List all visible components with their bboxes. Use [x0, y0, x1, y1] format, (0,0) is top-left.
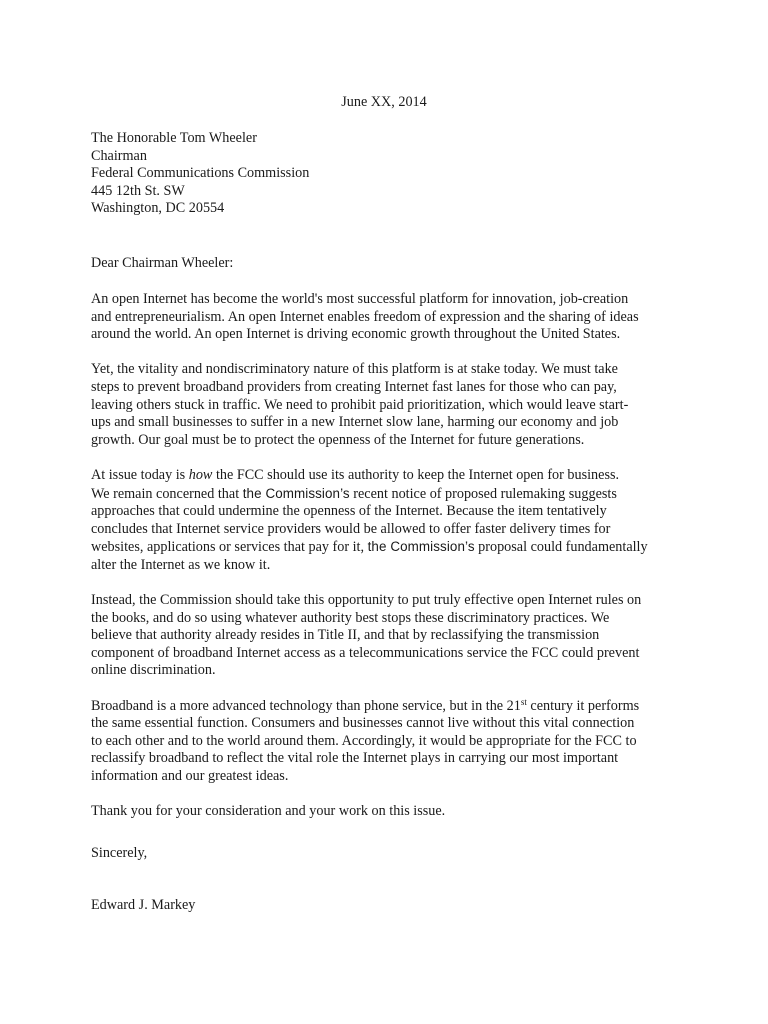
p4-line: component of broadband Internet access as a telecommunications service the FCC could prevent [91, 644, 640, 661]
p3-commission-phrase: the Commission’s [367, 539, 475, 555]
recipient-street: 445 12th St. SW [91, 182, 185, 199]
p3-line [91, 485, 691, 504]
p4-line: the books, and do so using whatever authority best stops these discriminatory practices. We [91, 609, 610, 626]
p1-line: around the world. An open Internet is driving economic growth throughout the United States. [91, 326, 621, 343]
p3-line: approaches that could undermine the openness of the Internet. Because the item tentatively [91, 503, 607, 520]
p3-text: recent notice of proposed rulemaking suggests [349, 485, 617, 502]
p3-text: We remain concerned that [91, 485, 243, 502]
p2-line: leaving others stuck in traffic. We need to prohibit paid prioritization, which would leave start- [91, 396, 629, 413]
p4-line: believe that authority already resides in Title II, and that by reclassifying the transmission [91, 627, 600, 644]
recipient-title: Chairman [91, 147, 147, 164]
p2-line: Yet, the vitality and nondiscriminatory nature of this platform is at stake today. We must take [91, 361, 618, 378]
p3-line [91, 467, 691, 485]
p2-line: ups and small businesses to suffer in a new Internet slow lane, harming our economy and job [91, 414, 619, 431]
p4-line: online discrimination. [91, 662, 216, 679]
p5-line: the same essential function. Consumers and businesses cannot live without this vital connection [91, 715, 635, 732]
signer-name: Edward J. Markey [91, 897, 196, 913]
paragraph-1 [91, 291, 691, 344]
paragraph-5 [91, 698, 691, 786]
p2-line: steps to prevent broadband providers from creating Internet fast lanes for those who can pay, [91, 378, 617, 395]
recipient-name: The Honorable Tom Wheeler [91, 130, 257, 146]
p3-text: At issue today is [91, 466, 189, 483]
p5-line: information and our greatest ideas. [91, 768, 289, 785]
p5-line [91, 698, 691, 716]
paragraph-4 [91, 592, 691, 680]
letter-body [91, 291, 691, 838]
recipient-city: Washington, DC 20554 [91, 200, 225, 217]
p3-line [91, 538, 691, 557]
recipient-organization: Federal Communications Commission [91, 165, 310, 182]
p3-emphasis-how: how [188, 466, 213, 483]
p5-line: to each other and to the world around them. Accordingly, it would be appropriate for the FCC to [91, 732, 637, 749]
paragraph-6 [91, 803, 691, 821]
p1-line: and entrepreneurialism. An open Internet enables freedom of expression and the sharing of ideas [91, 308, 639, 325]
p3-text: the FCC should use its authority to keep the Internet open for business. [212, 466, 620, 483]
p3-line: concludes that Internet service providers would be allowed to offer faster delivery times for [91, 520, 611, 537]
p5-text: Broadband is a more advanced technology than phone service, but in the 21 [91, 697, 521, 714]
p4-line: Instead, the Commission should take this opportunity to put truly effective open Internet rules on [91, 592, 642, 609]
p1-line: An open Internet has become the world's most successful platform for innovation, job-creation [91, 291, 629, 307]
p3-text: websites, applications or services that pay for it, [91, 539, 368, 556]
paragraph-3 [91, 467, 691, 575]
p3-commission-phrase: the Commission’s [242, 485, 350, 501]
p5-superscript: st [520, 696, 527, 707]
salutation: Dear Chairman Wheeler: [91, 255, 234, 271]
p3-line: alter the Internet as we know it. [91, 556, 271, 573]
p3-text: proposal could fundamentally [474, 539, 648, 556]
recipient-address [91, 130, 309, 218]
closing: Sincerely, [91, 845, 148, 861]
p5-text: century it performs [526, 697, 640, 714]
p5-line: reclassify broadband to reflect the vital role the Internet plays in carrying our most important [91, 750, 619, 767]
paragraph-2 [91, 361, 691, 449]
p6-line: Thank you for your consideration and your work on this issue. [91, 803, 446, 820]
p2-line: growth. Our goal must be to protect the openness of the Internet for future generations. [91, 431, 585, 448]
letter-date: June XX, 2014 [341, 94, 427, 110]
